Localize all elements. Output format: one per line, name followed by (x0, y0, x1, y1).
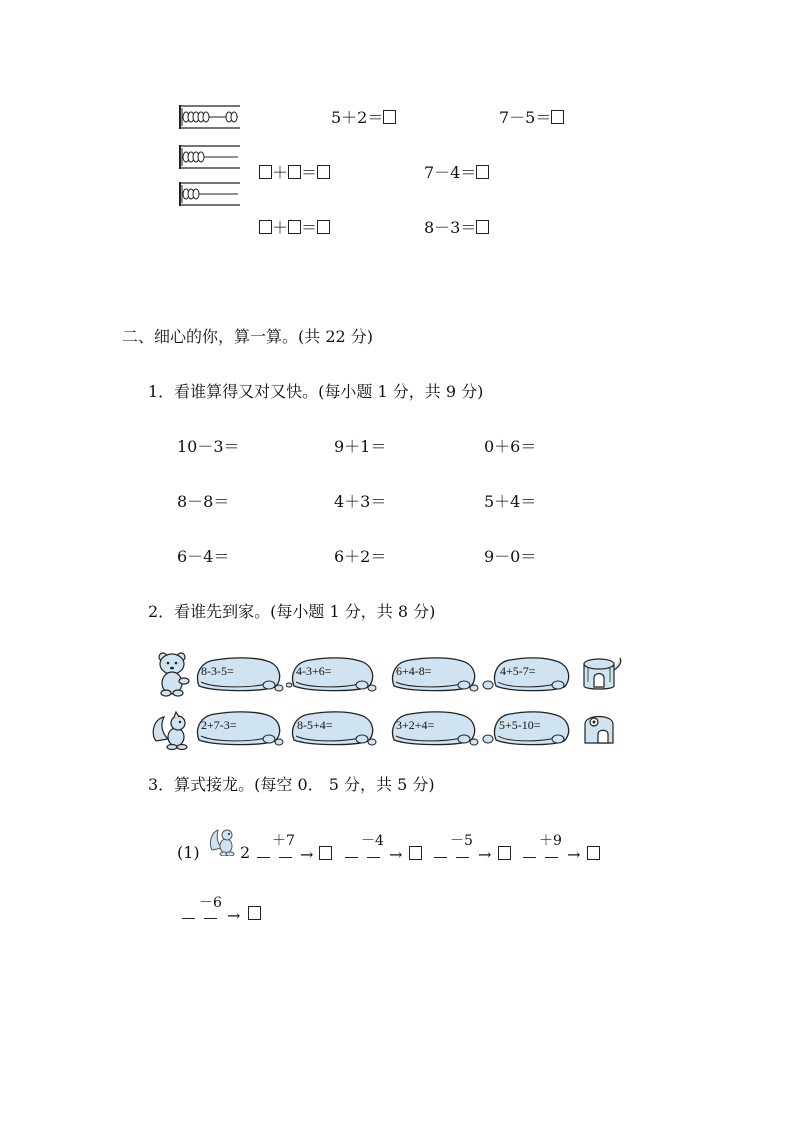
answer-box[interactable] (288, 220, 301, 234)
chain-operator: ＋7 (272, 833, 295, 849)
answer-box[interactable] (476, 165, 489, 179)
chain-dash (182, 918, 195, 919)
answer-box[interactable] (248, 906, 261, 920)
q3-title: 3．算式接龙。(每空 0． 5 分，共 5 分) (148, 775, 435, 794)
answer-box[interactable] (498, 846, 511, 860)
chain-start-number: 2 (240, 843, 251, 862)
answer-box[interactable] (409, 846, 422, 860)
abacus-picture-3 (178, 181, 240, 207)
equation-text: 7－4＝ (424, 163, 477, 182)
chain-dash (456, 857, 469, 858)
q1-problem: 10－3＝ (177, 437, 240, 456)
squirrel-icon (150, 711, 192, 751)
chain-dash (367, 857, 380, 858)
q1-problem: 9＋1＝ (334, 437, 387, 456)
chain-arrow: → (478, 845, 492, 864)
q1-problem: 0＋6＝ (484, 437, 537, 456)
chain-dash (434, 857, 447, 858)
equals-sign: ＝ (301, 163, 318, 182)
stone-expression: 6+4-8= (396, 664, 432, 678)
equation-text: 5＋2＝ (331, 108, 384, 127)
plus-sign: ＋ (272, 218, 289, 237)
answer-box[interactable] (383, 110, 396, 124)
answer-box[interactable] (476, 220, 489, 234)
abacus-eq-row2-right (424, 163, 489, 183)
chain-dash (523, 857, 536, 858)
answer-box[interactable] (317, 165, 330, 179)
chain-arrow: → (300, 845, 314, 864)
chain-dash (345, 857, 358, 858)
q1-problem: 5＋4＝ (484, 492, 537, 511)
chain-arrow: → (567, 845, 581, 864)
chain-arrow: → (389, 845, 403, 864)
stone-expression: 2+7-3= (201, 718, 237, 732)
q1-problem: 4＋3＝ (334, 492, 387, 511)
q1-problem: 8－8＝ (177, 492, 230, 511)
abacus-eq-row3-left (259, 218, 330, 238)
chain-operator: －6 (199, 895, 222, 911)
chain-operator: ＋9 (539, 833, 562, 849)
squirrel-small-icon (208, 826, 236, 856)
chain-dash (204, 918, 217, 919)
chain-operator: －4 (361, 833, 384, 849)
abacus-eq-row1-left (331, 108, 396, 128)
answer-box[interactable] (551, 110, 564, 124)
q1-problem: 6－4＝ (177, 547, 230, 566)
equals-sign: ＝ (301, 218, 318, 237)
equation-text: 8－3＝ (424, 218, 477, 237)
round-house-icon (582, 710, 618, 746)
bear-icon (156, 651, 192, 697)
chain-dash (545, 857, 558, 858)
q1-problem: 9－0＝ (484, 547, 537, 566)
stump-house-icon (580, 654, 624, 692)
stone-expression: 8-5+4= (297, 718, 333, 732)
chain-operator: －5 (450, 833, 473, 849)
stone-expression: 4-3+6= (296, 664, 332, 678)
stone-expression: 4+5-7= (500, 664, 536, 678)
equation-text: 7－5＝ (499, 108, 552, 127)
q1-title: 1．看谁算得又对又快。(每小题 1 分，共 9 分) (148, 382, 484, 401)
section2-title: 二、细心的你，算一算。(共 22 分) (122, 327, 374, 346)
abacus-eq-row1-right (499, 108, 564, 128)
chain-arrow: → (227, 906, 241, 925)
stone-expression: 5+5-10= (499, 718, 541, 732)
answer-box[interactable] (317, 220, 330, 234)
stone-expression: 3+2+4= (396, 718, 435, 732)
chain-dash (279, 857, 292, 858)
q1-problem: 6＋2＝ (334, 547, 387, 566)
answer-box[interactable] (259, 220, 272, 234)
answer-box[interactable] (288, 165, 301, 179)
q3-label: (1) (177, 843, 200, 862)
abacus-picture-1 (178, 104, 240, 130)
answer-box[interactable] (259, 165, 272, 179)
stone-expression: 8-3-5= (201, 664, 234, 678)
abacus-eq-row3-right (424, 218, 489, 238)
chain-dash (257, 857, 270, 858)
plus-sign: ＋ (272, 163, 289, 182)
answer-box[interactable] (319, 846, 332, 860)
answer-box[interactable] (587, 846, 600, 860)
q2-title: 2．看谁先到家。(每小题 1 分，共 8 分) (148, 602, 436, 621)
abacus-picture-2 (178, 144, 240, 170)
abacus-eq-row2-left (259, 163, 330, 183)
